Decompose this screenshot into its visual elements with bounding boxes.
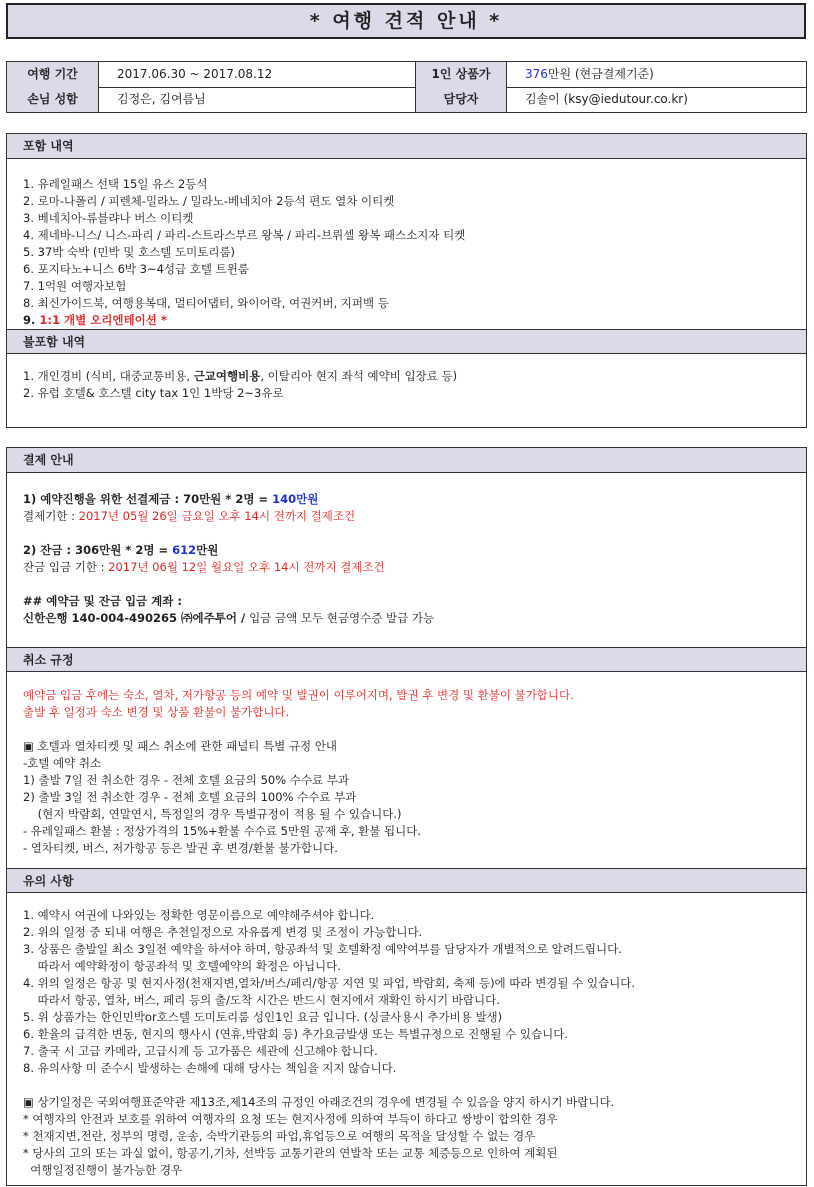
included-item: 7. 1억원 여행자보험	[23, 279, 127, 293]
deposit-line	[23, 491, 806, 508]
balance-total: 612	[172, 543, 197, 557]
included-item-orientation	[23, 312, 806, 329]
price-label: 1인 상품가	[415, 62, 507, 87]
deposit-text: 1) 예약진행을 위한 선결제금 : 70만원 * 2명 =	[23, 492, 273, 506]
included-header: 포함 내역	[7, 134, 806, 159]
price-value	[507, 62, 806, 87]
note-extra: 여행일정진행이 불가능한 경우	[23, 1163, 183, 1177]
deposit-due-label: 결제기한 :	[23, 509, 79, 523]
note-line: 2. 위의 일정 중 되내 여행은 추천일정으로 자유롭게 변경 및 조정이 가능합니다.	[23, 925, 423, 939]
included-list	[7, 159, 806, 329]
guest-value: 김정은, 김여름님	[117, 92, 206, 106]
cancel-line: -호텔 예약 취소	[23, 756, 102, 770]
cancel-line: ▣ 호텔과 열차티켓 및 패스 취소에 관한 패널티 특별 규정 안내	[23, 739, 338, 753]
deposit-due: 2017년 05월 26일 금요일 오후 14시 전까지 결제조건	[78, 509, 356, 523]
note-line: 4. 위의 일정은 항공 및 현지사정(천재지변,열차/버스/페리/항공 지연 및 파업, 박람회, 축제 등)에 따라 변경될 수 있습니다.	[23, 976, 636, 990]
note-line: 따라서 항공, 열차, 버스, 페리 등의 출/도착 시간은 반드시 현지에서 재확인 하시기 바랍니다.	[23, 993, 500, 1007]
excluded-item: 2. 유럽 호텔& 호스텔 city tax 1인 1박당 2~3유로	[23, 386, 284, 400]
included-item-number: 9.	[23, 313, 40, 327]
balance-due-line	[23, 559, 806, 576]
note-extra: * 당사의 고의 또는 과실 없이, 항공기,기차, 선박등 교통기관의 연발착 또는 교통 체증등으로 인하여 계획된	[23, 1146, 558, 1160]
manager-value: 김솔이 (ksy@iedutour.co.kr)	[525, 92, 688, 106]
note-line: 7. 출국 시 고급 카메라, 고급시계 등 고가품은 세관에 신고해야 합니다.	[23, 1044, 378, 1058]
account-line	[23, 610, 806, 627]
included-item: 6. 포지타노+니스 6박 3~4성급 호텔 트윈룸	[23, 262, 249, 276]
excluded-header: 불포함 내역	[7, 329, 806, 354]
notes-body	[7, 893, 806, 1179]
included-item: 1. 유레일패스 선택 15일 유스 2등석	[23, 177, 208, 191]
cancel-line: (현지 박람회, 연말연시, 특정일의 경우 특별규정이 적용 될 수 있습니다.)	[23, 807, 402, 821]
note-extra: * 여행자의 안전과 보호를 위하여 여행자의 요청 또는 현지사정에 의하여 부득이 하다고 쌍방이 합의한 경우	[23, 1112, 558, 1126]
note-line: 3. 상품은 출발일 최소 3일전 예약을 하셔야 하며, 항공좌석 및 호텔확정 예약여부를 담당자가 개별적으로 알려드립니다.	[23, 942, 622, 956]
excluded-item-bold: 근교여행비용	[193, 369, 261, 383]
balance-due: 2017년 06월 12일 월요일 오후 14시 전까지 결제조건	[108, 560, 385, 574]
spacer	[23, 721, 806, 738]
deposit-total: 140만원	[272, 492, 319, 506]
manager-label: 담당자	[415, 87, 507, 112]
balance-text: 2) 잔금 : 306만원 * 2명 =	[23, 543, 173, 557]
price-amount: 376	[525, 67, 548, 81]
cancel-line: 1) 출발 7일 전 취소한 경우 - 전체 호텔 요금의 50% 수수료 부과	[23, 773, 349, 787]
note-line: 5. 위 상품가는 한인민박or호스텔 도미토리룸 성인1인 요금 입니다. (싱글사용시 추가비용 발생)	[23, 1010, 503, 1024]
note-line: 따라서 예약확정이 항공좌석 및 호텔예약의 확정은 아닙니다.	[23, 959, 341, 973]
period-value: 2017.06.30 ~ 2017.08.12	[117, 67, 273, 81]
included-item: 8. 최신가이드북, 여행용복대, 멀티어댑터, 와이어락, 여권커버, 지퍼백 등	[23, 296, 389, 310]
spacer	[23, 1077, 806, 1094]
cancel-warning: 예약금 입금 후에는 숙소, 열차, 저가항공 등의 예약 및 발권이 이루어지며, 발권 후 변경 및 환불이 불가합니다.	[23, 688, 574, 702]
cancel-line: - 유레일패스 환불 : 정상가격의 15%+환불 수수료 5만원 공제 후, 환불 됩니다.	[23, 824, 421, 838]
cancel-body	[7, 672, 806, 868]
included-item-highlight: 1:1 개별 오리엔테이션 *	[39, 313, 167, 327]
included-excluded-section	[6, 133, 807, 428]
note-extra: * 천재지변,전란, 정부의 명령, 운송, 숙박기관등의 파업,휴업등으로 여행의 목적을 달성할 수 없는 경우	[23, 1129, 536, 1143]
price-unit: 만원	[547, 67, 572, 81]
spacer	[23, 525, 806, 542]
payment-cancel-notes-section	[6, 447, 807, 1186]
account-number: 신한은행 140-004-490265 ㈜에주투어 /	[23, 611, 250, 625]
included-item: 5. 37박 숙박 (민박 및 호스텔 도미토리룸)	[23, 245, 236, 259]
balance-due-label: 잔금 입금 기한 :	[23, 560, 109, 574]
included-item: 4. 제네바-니스/ 니스-파리 / 파리-스트라스부르 왕복 / 파리-브뤼셀 왕복 패스소지자 티켓	[23, 228, 466, 242]
note-line: 8. 유의사항 미 준수시 발생하는 손해에 대해 당사는 책임을 지지 않습니다.	[23, 1061, 397, 1075]
spacer	[23, 576, 806, 593]
note-extra: ▣ 상기일정은 국외여행표준약관 제13조,제14조의 규정인 아래조건의 경우에 변경될 수 있음을 양지 하시기 바랍니다.	[23, 1095, 615, 1109]
price-note: (현금결제기준)	[571, 67, 654, 81]
page-title: * 여행 견적 안내 *	[6, 3, 806, 39]
cancel-line: 2) 출발 3일 전 취소한 경우 - 전체 호텔 요금의 100% 수수료 부과	[23, 790, 357, 804]
account-title: ## 예약금 및 잔금 입금 계좌 :	[23, 594, 182, 608]
cancel-line: - 열차티켓, 버스, 저가항공 등은 발권 후 변경/환불 불가합니다.	[23, 841, 338, 855]
cancel-warning: 출발 후 일정과 숙소 변경 및 상품 환불이 불가합니다.	[23, 705, 290, 719]
deposit-due-line	[23, 508, 806, 525]
excluded-item-text: , 이탈리아 현지 좌석 예약비 입장료 등)	[260, 369, 458, 383]
included-item: 3. 베네치아-류블랴나 버스 이티켓	[23, 211, 194, 225]
account-note: 입금 금액 모두 현금영수증 발급 가능	[249, 611, 435, 625]
note-line: 1. 예약시 여권에 나와있는 정확한 영문이름으로 예약해주셔야 합니다.	[23, 908, 375, 922]
included-item: 2. 로마-나폴리 / 피렌체-밀라노 / 밀라노-베네치아 2등석 편도 열차 이티켓	[23, 194, 395, 208]
excluded-item	[23, 368, 806, 385]
quote-info-table	[6, 61, 807, 113]
excluded-list	[7, 354, 806, 402]
note-line: 6. 환율의 급격한 변동, 현지의 행사시 (연휴,박람회 등) 추가요금발생 또는 특별규정으로 진행될 수 있습니다.	[23, 1027, 569, 1041]
notes-header: 유의 사항	[7, 868, 806, 893]
payment-header: 결제 안내	[7, 448, 806, 473]
info-row-period	[7, 62, 806, 88]
cancel-header: 취소 규정	[7, 647, 806, 672]
guest-label: 손님 성함	[7, 87, 99, 112]
balance-line	[23, 542, 806, 559]
payment-body	[7, 473, 806, 647]
period-label: 여행 기간	[7, 62, 99, 87]
excluded-item-text: 1. 개인경비 (식비, 대중교통비용,	[23, 369, 194, 383]
info-row-guest	[7, 87, 806, 112]
balance-unit: 만원	[196, 543, 219, 557]
